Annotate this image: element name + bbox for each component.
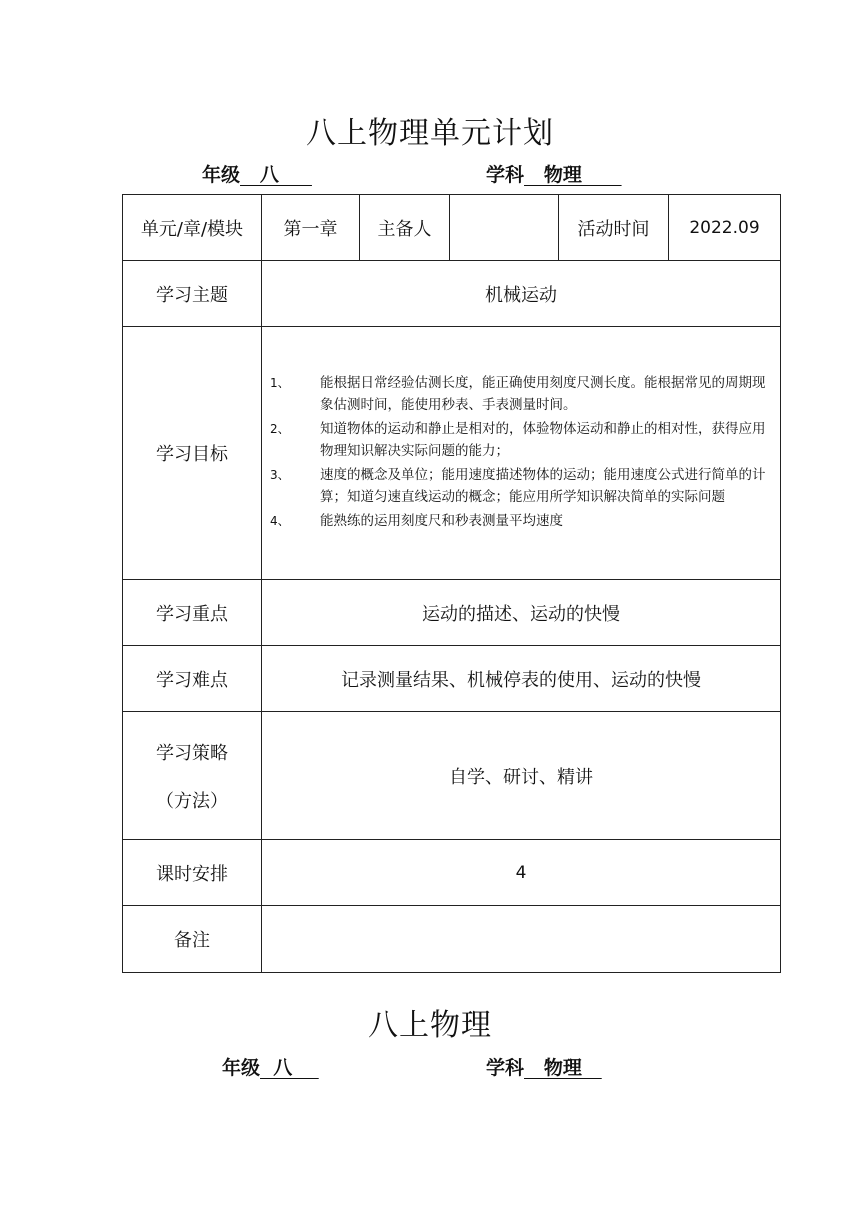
table-row <box>123 840 781 906</box>
grade-value: 八 <box>260 1057 319 1079</box>
preparer-value <box>450 195 559 261</box>
goal-text: 速度的概念及单位；能用速度描述物体的运动；能用速度公式进行简单的计算；知道匀速直线运动的概念；能应用所学知识解决简单的实际问题 <box>320 467 766 505</box>
time-value: 2022.09 <box>669 195 781 261</box>
grade-field <box>202 160 312 187</box>
difficulty-value: 记录测量结果、机械停表的使用、运动的快慢 <box>262 646 781 712</box>
list-item <box>270 510 774 532</box>
table-row <box>123 712 781 840</box>
goal-number: 2、 <box>270 422 290 436</box>
table-row <box>123 195 781 261</box>
strategy-label-line2: （方法） <box>156 790 228 812</box>
subject-field <box>486 160 622 187</box>
preparer-label: 主备人 <box>360 195 450 261</box>
second-document-title: 八上物理 <box>368 1008 492 1043</box>
footer-grade-field <box>222 1053 319 1080</box>
table-row <box>123 327 781 580</box>
notes-label: 备注 <box>123 906 262 973</box>
key-points-value: 运动的描述、运动的快慢 <box>262 580 781 646</box>
time-label: 活动时间 <box>559 195 669 261</box>
subject-label: 学科 <box>486 164 525 186</box>
topic-value: 机械运动 <box>262 261 781 327</box>
goal-number: 1、 <box>270 376 290 390</box>
goals-list <box>262 372 780 532</box>
grade-label: 年级 <box>202 164 241 186</box>
list-item <box>270 464 774 508</box>
subject-label: 学科 <box>486 1057 525 1079</box>
unit-label: 单元/章/模块 <box>123 195 262 261</box>
table-row <box>123 580 781 646</box>
goal-text: 知道物体的运动和静止是相对的，体验物体运动和静止的相对性，获得应用物理知识解决实际问题的能力； <box>320 421 766 459</box>
goal-text: 能根据日常经验估测长度，能正确使用刻度尺测长度。能根据常见的周期现象估测时间，能使用秒表、手表测量时间。 <box>320 375 766 413</box>
document-title: 八上物理单元计划 <box>306 116 554 151</box>
key-points-label: 学习重点 <box>123 580 262 646</box>
grade-label: 年级 <box>222 1057 261 1079</box>
subject-value: 物理 <box>524 164 622 186</box>
strategy-value: 自学、研讨、精讲 <box>262 712 781 840</box>
goal-number: 3、 <box>270 468 290 482</box>
unit-plan-table <box>122 194 781 973</box>
table-row <box>123 906 781 973</box>
unit-value: 第一章 <box>262 195 360 261</box>
table-row <box>123 646 781 712</box>
hours-label: 课时安排 <box>123 840 262 906</box>
goal-text: 能熟练的运用刻度尺和秒表测量平均速度 <box>320 513 563 529</box>
topic-label: 学习主题 <box>123 261 262 327</box>
hours-value: 4 <box>262 840 781 906</box>
goals-cell <box>262 327 781 580</box>
list-item <box>270 372 774 416</box>
grade-value: 八 <box>240 164 312 186</box>
difficulty-label: 学习难点 <box>123 646 262 712</box>
notes-value <box>262 906 781 973</box>
footer-subject-field <box>486 1053 602 1080</box>
subject-value: 物理 <box>524 1057 602 1079</box>
goal-number: 4、 <box>270 514 290 528</box>
strategy-label <box>123 712 262 840</box>
strategy-label-line1: 学习策略 <box>156 742 228 764</box>
list-item <box>270 418 774 462</box>
goals-label: 学习目标 <box>123 327 262 580</box>
table-row <box>123 261 781 327</box>
